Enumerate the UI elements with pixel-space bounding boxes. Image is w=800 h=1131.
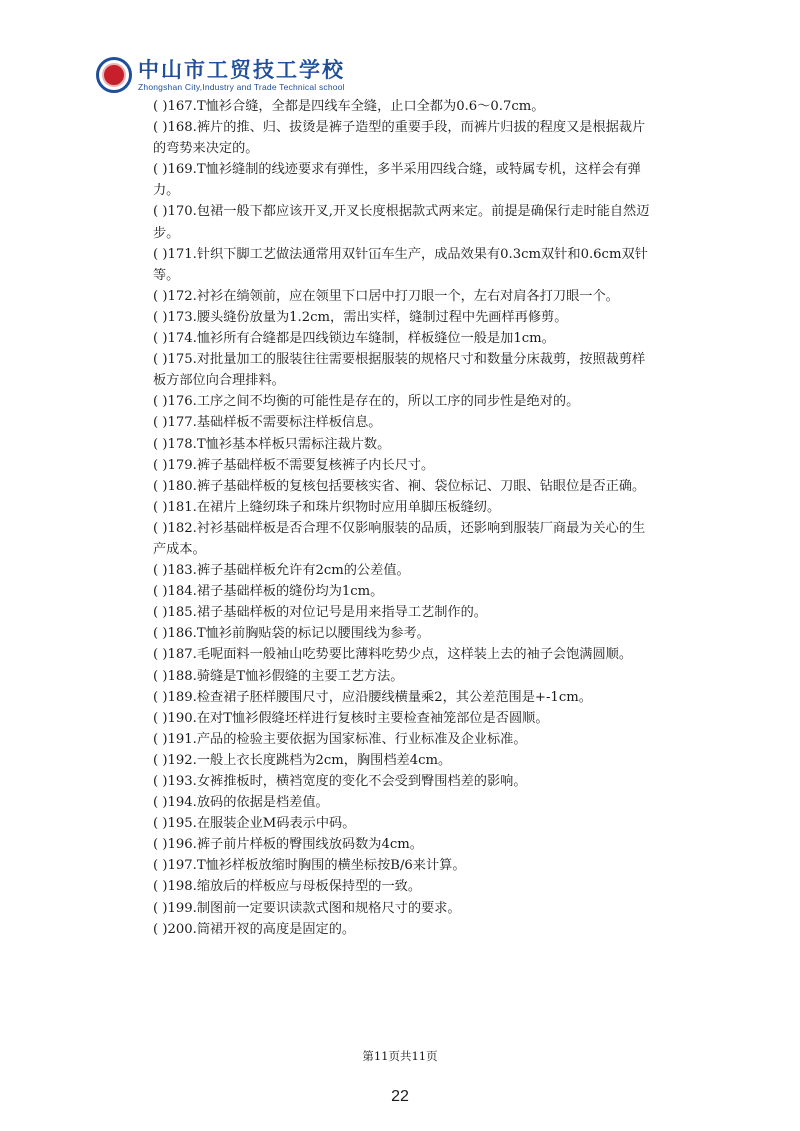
school-name-cn: 中山市工贸技工学校 [138,57,345,82]
question-item: ( )177.基础样板不需要标注样板信息。 [153,415,382,431]
question-item: ( )197.T恤衫样板放缩时胸围的横坐标按B/6来计算。 [153,858,466,874]
question-item: ( )174.恤衫所有合缝都是四线锁边车缝制，样板缝位一般是加1cm。 [153,331,555,347]
page-number: 22 [391,1088,409,1105]
question-item: ( )199.制图前一定要识读款式图和规格尺寸的要求。 [153,900,461,916]
question-item: ( )200.筒裙开衩的高度是固定的。 [153,921,356,937]
question-item: ( )182.衬衫基础样板是否合理不仅影响服装的品质，还影响到服装厂商最为关心的生产成本。 [153,520,646,557]
question-item: ( )180.裤子基础样板的复核包括要核实省、裥、袋位标记、刀眼、钻眼位是否正确。 [153,478,646,494]
question-item: ( )172.衬衫在绱领前，应在领里下口居中打刀眼一个，左右对肩各打刀眼一个。 [153,288,619,304]
school-name-en: Zhongshan City,Industry and Trade Technical school [138,81,345,92]
question-item: ( )184.裙子基础样板的缝份均为1cm。 [153,584,384,600]
question-item: ( )190.在对T恤衫假缝坯样进行复核时主要检查袖笼部位是否圆顺。 [153,710,549,726]
question-item: ( )185.裙子基础样板的对位记号是用来指导工艺制作的。 [153,605,487,621]
question-item: ( )170.包裙一般下都应该开叉,开叉长度根据款式两来定。前提是确保行走时能自然迈步。 [153,204,650,241]
school-logo-icon [96,57,132,93]
question-item: ( )175.对批量加工的服装往往需要根据服装的规格尺寸和数量分床裁剪，按照裁剪样板方部位向合理排料。 [153,352,646,389]
question-item: ( )167.T恤衫合缝，全都是四线车全缝，止口全都为0.6～0.7cm。 [153,99,545,114]
question-item: ( )168.裤片的推、归、拔烫是裤子造型的重要手段，而裤片归拔的程度又是根据裁片的弯势来决定的。 [153,120,646,157]
question-item: ( )193.女裤推板时，横裆宽度的变化不会受到臀围档差的影响。 [153,774,527,789]
school-header [96,55,345,95]
question-item: ( )196.裤子前片样板的臀围线放码数为4cm。 [153,837,423,853]
question-item: ( )171.针织下脚工艺做法通常用双针冚车生产，成品效果有0.3cm双针和0.6cm双针等。 [153,246,648,283]
question-item: ( )173.腰头缝份放量为1.2cm，需出实样，缝制过程中先画样再修剪。 [153,309,568,325]
question-item: ( )198.缩放后的样板应与母板保持型的一致。 [153,879,422,895]
question-item: ( )189.检查裙子胚样腰围尺寸，应沿腰线横量乘2，其公差范围是+-1cm。 [153,689,592,705]
question-item: ( )195.在服装企业M码表示中码。 [153,816,356,832]
question-item: ( )194.放码的依据是档差值。 [153,795,329,811]
question-item: ( )183.裤子基础样板允许有2cm的公差值。 [153,563,410,579]
school-emblem-icon [102,63,126,87]
question-item: ( )188.骑缝是T恤衫假缝的主要工艺方法。 [153,668,404,684]
question-item: ( )176.工序之间不均衡的可能性是存在的，所以工序的同步性是绝对的。 [153,394,580,410]
question-item: ( )187.毛呢面料一般袖山吃势要比薄料吃势少点，这样装上去的袖子会饱满圆顺。 [153,647,633,663]
question-item: ( )192.一般上衣长度跳档为2cm，胸围档差4cm。 [153,752,452,768]
question-item: ( )169.T恤衫缝制的线迹要求有弹性，多半采用四线合缝，或特属专机，这样会有弹力。 [153,162,641,199]
school-brand [138,58,345,93]
page-info: 第11页共11页 [362,1049,438,1063]
question-item: ( )181.在裙片上缝纫珠子和珠片织物时应用单脚压板缝纫。 [153,499,501,515]
question-item: ( )186.T恤衫前胸贴袋的标记以腰围线为参考。 [153,626,430,642]
question-item: ( )178.T恤衫基本样板只需标注裁片数。 [153,436,391,452]
question-list [153,96,653,940]
question-item: ( )179.裤子基础样板不需要复核裤子内长尺寸。 [153,457,435,473]
question-item: ( )191.产品的检验主要依据为国家标准、行业标准及企业标准。 [153,731,527,747]
